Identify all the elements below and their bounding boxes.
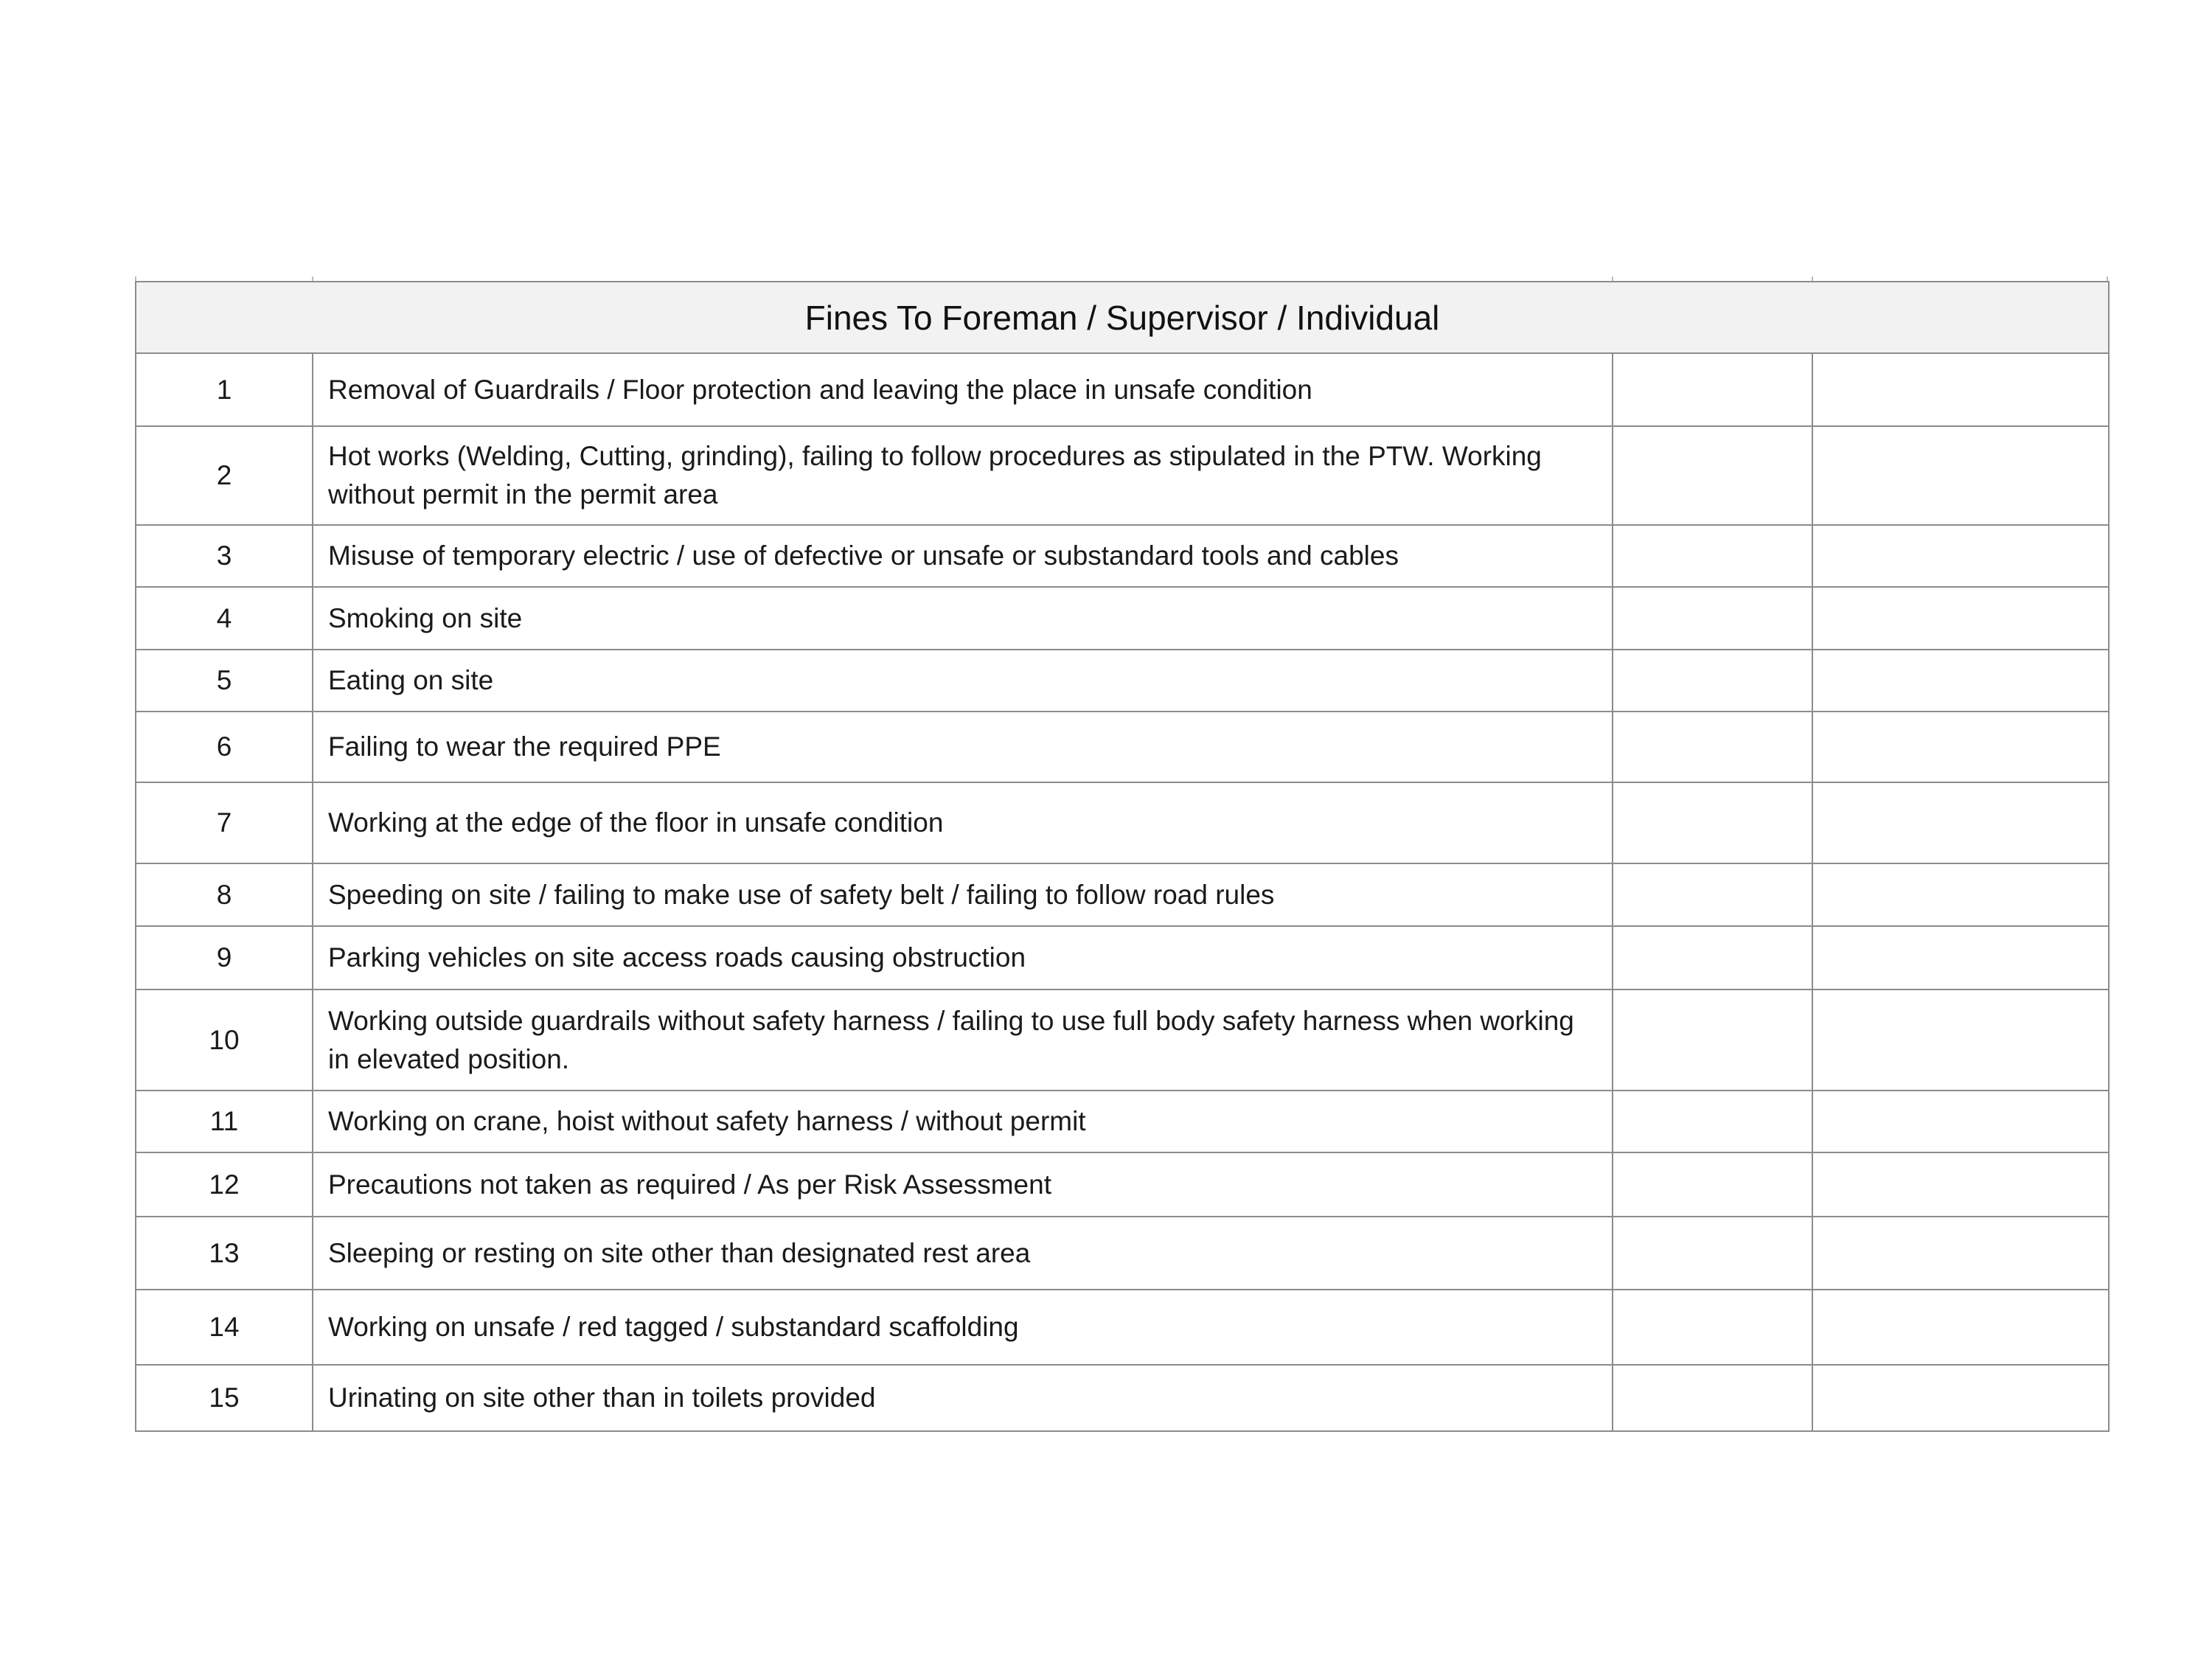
table-row [136, 712, 2109, 782]
row-description: Misuse of temporary electric / use of defective or unsafe or substandard tools and cables [313, 525, 1613, 587]
table-row [136, 1152, 2109, 1217]
table-row [136, 353, 2109, 426]
row-description: Working outside guardrails without safety harness / failing to use full body safety harness when working in elevated position. [313, 990, 1613, 1091]
row-number: 4 [136, 587, 313, 650]
row-empty-cell [1812, 587, 2109, 650]
row-empty-cell [1812, 1217, 2109, 1290]
row-description: Parking vehicles on site access roads causing obstruction [313, 926, 1613, 990]
column-stubs [135, 276, 2108, 281]
row-empty-cell [1812, 1290, 2109, 1365]
table-row [136, 1091, 2109, 1152]
table-row [136, 1290, 2109, 1365]
table-row [136, 990, 2109, 1091]
row-empty-cell [1613, 782, 1812, 863]
row-empty-cell [1812, 990, 2109, 1091]
fines-table [135, 281, 2110, 1432]
row-description: Eating on site [313, 650, 1613, 712]
row-empty-cell [1613, 587, 1812, 650]
row-empty-cell [1613, 525, 1812, 587]
table-row [136, 525, 2109, 587]
row-empty-cell [1613, 1091, 1812, 1152]
row-number: 13 [136, 1217, 313, 1290]
row-description: Removal of Guardrails / Floor protection and leaving the place in unsafe condition [313, 353, 1613, 426]
row-description: Precautions not taken as required / As per Risk Assessment [313, 1152, 1613, 1217]
row-number: 11 [136, 1091, 313, 1152]
table-header-row [136, 282, 2109, 353]
row-description: Working at the edge of the floor in unsafe condition [313, 782, 1613, 863]
row-empty-cell [1812, 1365, 2109, 1431]
row-description: Working on unsafe / red tagged / substandard scaffolding [313, 1290, 1613, 1365]
table-row [136, 587, 2109, 650]
row-empty-cell [1613, 863, 1812, 926]
row-empty-cell [1613, 1152, 1812, 1217]
row-empty-cell [1812, 782, 2109, 863]
row-description: Working on crane, hoist without safety harness / without permit [313, 1091, 1613, 1152]
row-empty-cell [1812, 1152, 2109, 1217]
row-empty-cell [1613, 650, 1812, 712]
row-number: 7 [136, 782, 313, 863]
row-empty-cell [1613, 426, 1812, 525]
table-row [136, 426, 2109, 525]
row-empty-cell [1812, 1091, 2109, 1152]
row-empty-cell [1812, 426, 2109, 525]
row-number: 12 [136, 1152, 313, 1217]
row-empty-cell [1613, 926, 1812, 990]
row-empty-cell [1613, 1365, 1812, 1431]
row-empty-cell [1812, 863, 2109, 926]
row-number: 1 [136, 353, 313, 426]
row-empty-cell [1812, 525, 2109, 587]
row-empty-cell [1812, 712, 2109, 782]
table-row [136, 650, 2109, 712]
table-row [136, 1365, 2109, 1431]
row-description: Speeding on site / failing to make use of safety belt / failing to follow road rules [313, 863, 1613, 926]
row-empty-cell [1613, 990, 1812, 1091]
row-empty-cell [1812, 650, 2109, 712]
row-empty-cell [1812, 353, 2109, 426]
row-empty-cell [1812, 926, 2109, 990]
row-empty-cell [1613, 1290, 1812, 1365]
table-row [136, 1217, 2109, 1290]
table-title: Fines To Foreman / Supervisor / Individual [136, 282, 2109, 353]
table-row [136, 782, 2109, 863]
table-row [136, 863, 2109, 926]
row-description: Failing to wear the required PPE [313, 712, 1613, 782]
row-description: Sleeping or resting on site other than designated rest area [313, 1217, 1613, 1290]
row-number: 15 [136, 1365, 313, 1431]
row-empty-cell [1613, 353, 1812, 426]
row-number: 3 [136, 525, 313, 587]
row-number: 10 [136, 990, 313, 1091]
row-number: 14 [136, 1290, 313, 1365]
row-empty-cell [1613, 1217, 1812, 1290]
row-description: Smoking on site [313, 587, 1613, 650]
table-row [136, 926, 2109, 990]
row-number: 2 [136, 426, 313, 525]
fines-table-sheet [135, 276, 2108, 1432]
row-description: Urinating on site other than in toilets provided [313, 1365, 1613, 1431]
row-number: 5 [136, 650, 313, 712]
row-empty-cell [1613, 712, 1812, 782]
row-number: 9 [136, 926, 313, 990]
row-number: 8 [136, 863, 313, 926]
row-description: Hot works (Welding, Cutting, grinding), failing to follow procedures as stipulated in the PTW. Working without permit in the permit area [313, 426, 1613, 525]
row-number: 6 [136, 712, 313, 782]
